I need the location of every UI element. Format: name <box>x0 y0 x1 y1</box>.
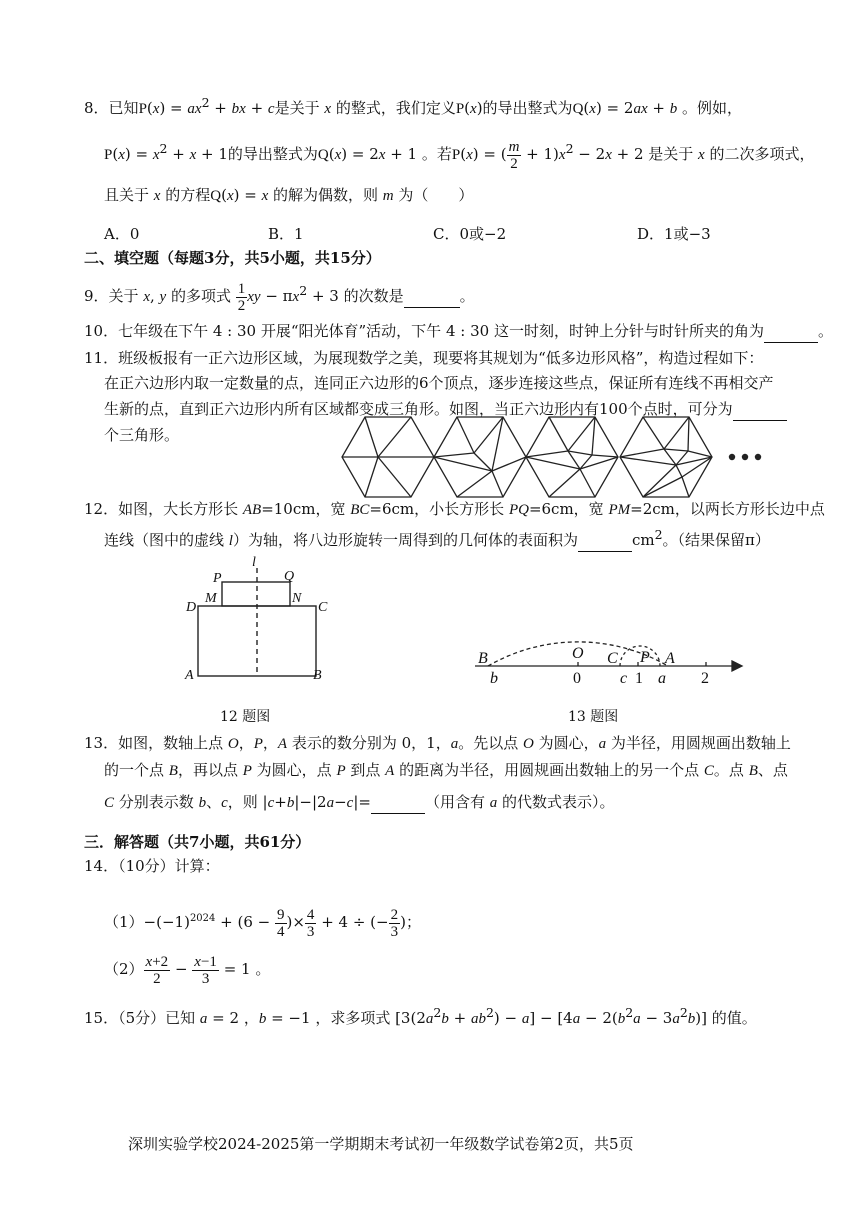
q11-line4: 个三角形。 <box>104 426 180 444</box>
label-p: P <box>213 571 222 586</box>
q12-line1: 12．如图，大长方形长 AB=10cm，宽 BC=6cm，小长方形长 PQ=6cm，宽 PM=2cm，以两长方形长边中点 <box>84 500 825 518</box>
caption-13: 13 题图 <box>568 709 619 725</box>
q15: 15．（5分）已知 a = 2 ，b = −1 ，求多项式 $[3(2a^2b + ab^2) - a] - [4a - 2(b^2a - 3a^2b)]$ 的值。 <box>84 1005 757 1027</box>
label-b-value: b <box>490 670 498 687</box>
label-a-value: a <box>658 670 666 687</box>
label-c-value: c <box>620 670 628 687</box>
q14-part1: $(1)-(-1)^{2024} + (6$ − $\frac{9}{4}$ )× $\frac{4}{3}$ + 4 ÷ (− $\frac{2}{3}$ )； <box>104 906 421 940</box>
label-c-point: C <box>607 650 618 667</box>
q11-line3: 生新的点，直到正六边形内所有区域都变成三角形。如图，当正六边形内有100个点时，可分为 <box>104 398 787 421</box>
hexagon-4 <box>620 417 712 497</box>
q11-line1: 11．班级板报有一正六边形区域，为展现数学之美，现要将其规划为“低多边形风格”，构造过程如下： <box>84 349 764 367</box>
ellipsis-dots <box>729 454 761 460</box>
q8-line3: 且关于 x 的方程Q(x) = x 的解为偶数，则 m 为（ ） <box>104 186 474 204</box>
caption-12: 12 题图 <box>220 709 271 725</box>
q13-line1: 13．如图，数轴上点 O，P，A 表示的数分别为 0，1，a。先以点 O 为圆心，a 为半径，用圆规画出数轴上 <box>84 734 791 752</box>
q13-line2: 的一个点 B，再以点 P 为圆心，点 P 到点 A 的距离为半径，用圆规画出数轴上的另一个点 C。点 B、点 <box>104 761 788 779</box>
label-d: D <box>186 600 197 615</box>
q9: 9．关于 x, y 的多项式 $\frac{1}{2}$ xy − $\pi x^2 + 3$ 的次数是 。 <box>84 280 475 314</box>
hexagon-2 <box>434 417 526 497</box>
page-footer: 深圳实验学校2024-2025第一学期期末考试初一年级数学试卷第2页，共5页 <box>128 1135 634 1153</box>
q8-line2: $P(x) = x^2 + x + 1$的导出整式为Q(x) = 2x + 1 。若P(x) = ( $\frac{m}{2}$ + $1)x^2 - 2x + 2$ 是关于 x 的二次多项式， <box>104 138 815 172</box>
section2-title: 二、填空题（每题3分，共5小题，共15分） <box>84 249 381 267</box>
q10: 10．七年级在下午 4 : 30 开展“阳光体育”活动，下午 4 : 30 这一时刻，时钟上分针与时针所夹的角为 。 <box>84 320 833 343</box>
label-a-point: A <box>665 650 675 667</box>
q8-option-a: A．0 <box>104 225 140 243</box>
label-n: N <box>292 591 302 606</box>
arrow-head <box>732 661 742 671</box>
label-q: Q <box>284 569 295 584</box>
label-m: M <box>205 591 217 606</box>
q8-option-d: D．1或−3 <box>637 225 711 243</box>
figure-13 <box>470 570 750 690</box>
label-b: B <box>313 668 322 683</box>
label-a: A <box>185 668 194 683</box>
label-p-point: P <box>640 649 650 666</box>
small-rectangle <box>222 582 290 606</box>
q14-head: 14．（10分）计算： <box>84 857 220 875</box>
label-c: C <box>318 600 328 615</box>
q8-line1: 8．已知$P(x) = ax^2$ + bx + c是关于 x 的整式，我们定义P(x)的导出整式为Q(x) = 2ax + b 。例如， <box>84 95 742 117</box>
hexagon-1 <box>342 417 434 497</box>
q12-line2: 连线（图中的虚线 l）为轴，将八边形旋转一周得到的几何体的表面积为 $cm^2$。（结果保留π） <box>104 524 770 552</box>
label-b-point: B <box>478 650 488 667</box>
label-two: 2 <box>701 670 709 687</box>
q13-line3: C 分别表示数 b、c，则 |c+b|−|2a−c|= （用含有 a 的代数式表示）。 <box>104 791 615 814</box>
hexagon-3 <box>526 417 618 497</box>
label-l: l <box>252 555 256 570</box>
q8-option-b: B．1 <box>268 225 304 243</box>
q8-option-c: C．0或−2 <box>433 225 507 243</box>
label-zero: 0 <box>573 670 581 687</box>
q11-line2: 在正六边形内取一定数量的点，连同正六边形的6个顶点，逐步连接这些点，保证所有连线不再相交产 <box>104 374 774 392</box>
q14-part2: （2） $\frac{x+2}{2}$ − $\frac{x-1}{3}$ = 1 。 <box>104 953 271 987</box>
section3-title: 三．解答题（共7小题，共61分） <box>84 833 311 851</box>
figure-12 <box>180 552 350 692</box>
hexagon-figures <box>340 412 780 504</box>
label-one: 1 <box>635 670 643 687</box>
label-o-point: O <box>572 645 584 662</box>
